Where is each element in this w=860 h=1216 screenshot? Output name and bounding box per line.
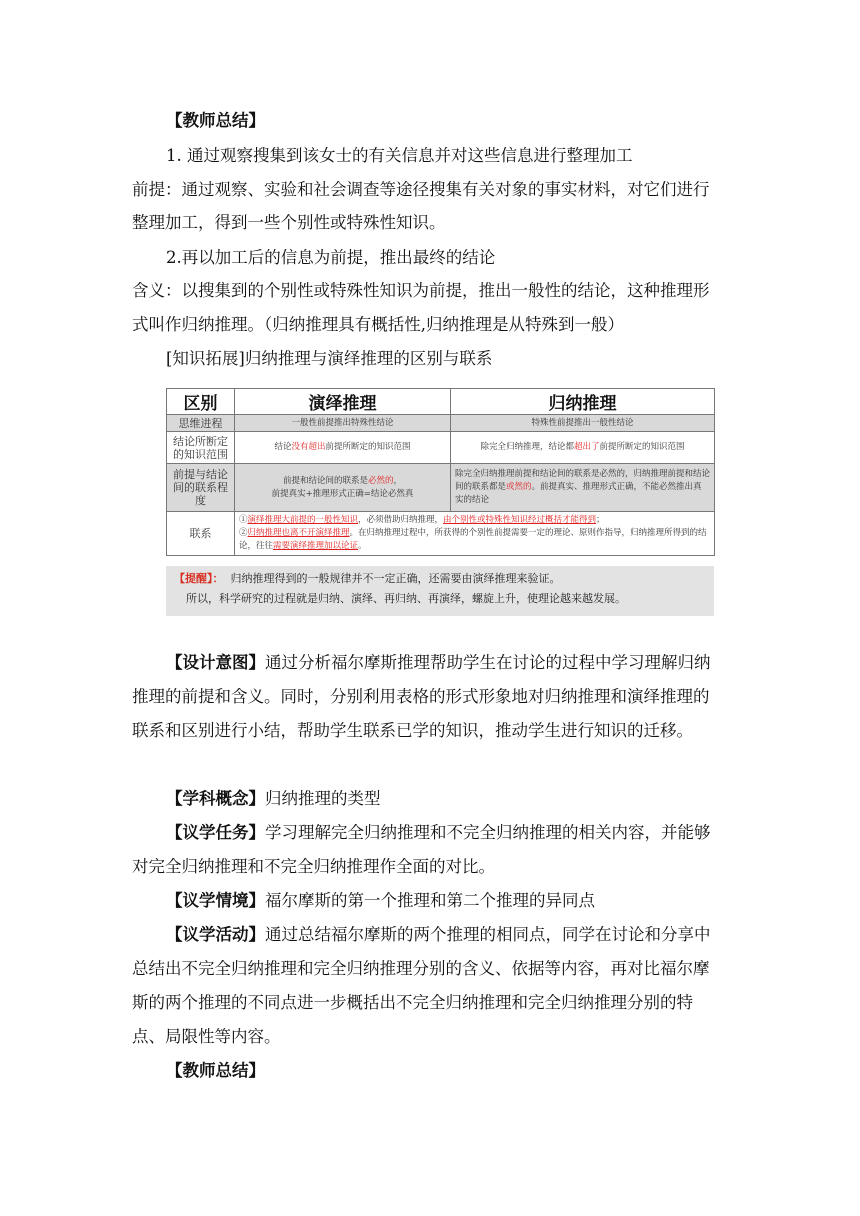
header-deductive: 演绎推理: [235, 389, 451, 415]
discussion-task-line-2: 对完全归纳推理和不完全归纳推理作全面的对比。: [132, 857, 495, 876]
discussion-situation-label: 【议学情境】: [166, 891, 265, 910]
meaning-line-2: 式叫作归纳推理。（归纳推理具有概括性,归纳推理是从特殊到一般）: [132, 315, 624, 334]
row-scope-deductive: 结论没有超出前提所断定的知识范围: [235, 432, 451, 464]
reminder-tag: 【提醒】：: [174, 572, 224, 585]
reminder-line-1: 【提醒】： 归纳推理得到的一般规律并不一定正确，还需要由演绎推理来验证。: [174, 572, 561, 585]
summary-item-2: 2.再以加工后的信息为前提，推出最终的结论: [166, 248, 496, 267]
comparison-table: [166, 388, 715, 556]
subject-concept: 【学科概念】归纳推理的类型: [166, 789, 381, 808]
comparison-figure: [166, 388, 714, 616]
discussion-activity-line-3: 斯的两个推理的不同点进一步概括出不完全归纳推理和完全归纳推理分别的特: [132, 993, 693, 1012]
row-thinking-deductive: 一般性前提推出特殊性结论: [235, 415, 451, 432]
discussion-task-label: 【议学任务】: [166, 823, 265, 842]
premise-line-2: 整理加工，得到一些个别性或特殊性知识。: [132, 213, 446, 232]
row-connection-degree-head: 前提与结论间的联系程度: [167, 464, 235, 512]
discussion-activity-line-2: 总结出不完全归纳推理和完全归纳推理分别的含义、依据等内容，再对比福尔摩: [132, 959, 710, 978]
premise-line-1: 前提：通过观察、实验和社会调查等途径搜集有关对象的事实材料，对它们进行: [132, 180, 710, 199]
row-thinking-head: 思维进程: [167, 415, 235, 432]
reminder-box: [166, 566, 714, 616]
design-intent-line-3: 联系和区别进行小结，帮助学生联系已学的知识，推动学生进行知识的迁移。: [132, 721, 693, 740]
design-intent-line-1: 【设计意图】通过分析福尔摩斯推理帮助学生在讨论的过程中学习理解归纳: [166, 653, 711, 672]
discussion-activity-line-1: 【议学活动】通过总结福尔摩斯的两个推理的相同点，同学在讨论和分享中: [166, 925, 711, 944]
subject-concept-label: 【学科概念】: [166, 789, 265, 808]
teacher-summary-heading-2: 【教师总结】: [166, 1061, 265, 1080]
design-intent-line-2: 推理的前提和含义。同时，分别利用表格的形式形象地对归纳推理和演绎推理的: [132, 687, 710, 706]
row-relation-head: 联系: [167, 512, 235, 556]
reminder-line-2: 所以，科学研究的过程就是归纳、演绎、再归纳、再演绎，螺旋上升，使理论越来越发展。: [186, 592, 626, 605]
header-inductive: 归纳推理: [451, 389, 715, 415]
row-relation-content: ①演绎推理大前提的一般性知识，必须借助归纳推理，由个别性或特殊性知识经过概括才能得到； ②归纳推理也离不开演绎推理。在归纳推理过程中，所获得的个别性前提需要一定的理论、原则作指导，归纳推理所得到的结论，往往需要演绎推理加以论证。: [235, 512, 715, 556]
discussion-activity-line-4: 点、局限性等内容。: [132, 1027, 281, 1046]
row-thinking-inductive: 特殊性前提推出一般性结论: [451, 415, 715, 432]
discussion-situation: 【议学情境】福尔摩斯的第一个推理和第二个推理的异同点: [166, 891, 595, 910]
summary-item-1: 1. 通过观察搜集到该女士的有关信息并对这些信息进行整理加工: [166, 146, 633, 165]
knowledge-extension: [知识拓展]归纳推理与演绎推理的区别与联系: [166, 349, 493, 368]
design-intent-label: 【设计意图】: [166, 653, 265, 672]
row-connection-degree-deductive: 前提和结论间的联系是必然的， 前提真实+推理形式正确=结论必然真: [235, 464, 451, 512]
discussion-activity-label: 【议学活动】: [166, 925, 265, 944]
header-difference: 区别: [167, 389, 235, 415]
row-scope-inductive: 除完全归纳推理，结论都超出了前提所断定的知识范围: [451, 432, 715, 464]
row-connection-degree-inductive: 除完全归纳推理前提和结论间的联系是必然的，归纳推理前提和结论间的联系都是或然的。前提真实、推理形式正确，不能必然推出真实的结论: [451, 464, 715, 512]
discussion-task-line-1: 【议学任务】学习理解完全归纳推理和不完全归纳推理的相关内容，并能够: [166, 823, 711, 842]
teacher-summary-heading: 【教师总结】: [166, 111, 265, 130]
meaning-line-1: 含义：以搜集到的个别性或特殊性知识为前提，推出一般性的结论，这种推理形: [132, 281, 710, 300]
row-scope-head: 结论所断定的知识范围: [167, 432, 235, 464]
